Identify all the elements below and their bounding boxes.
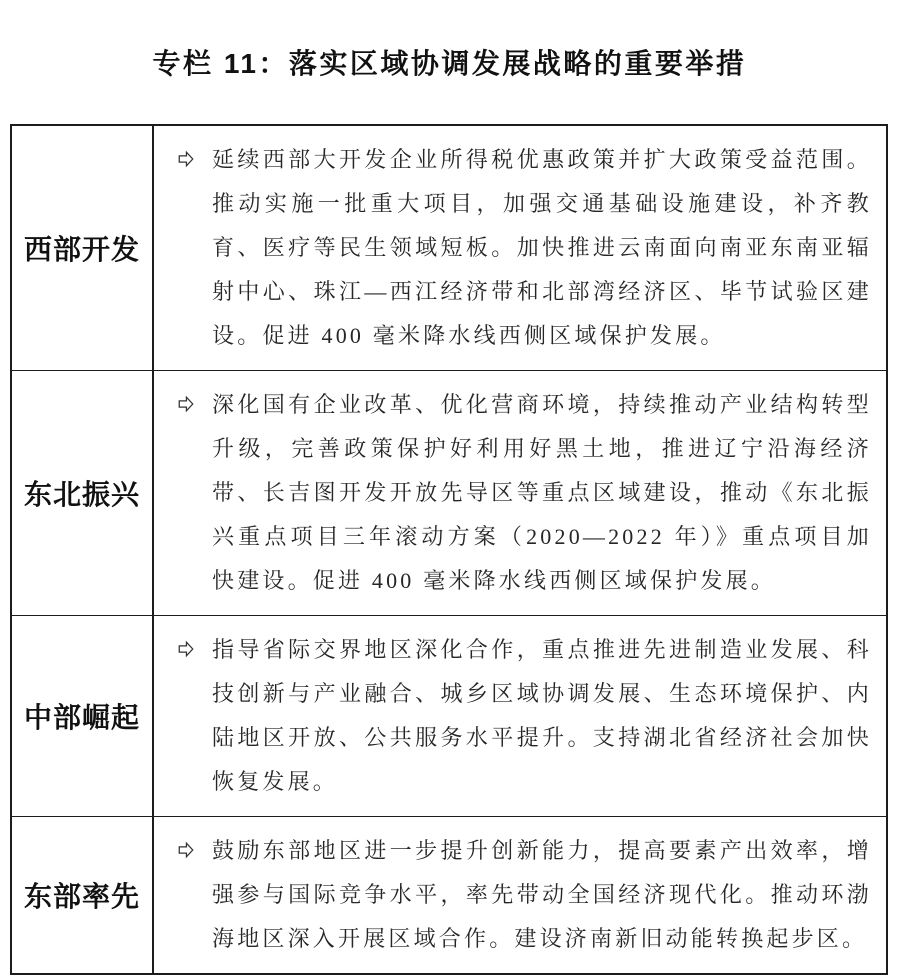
page-title: 专栏 11：落实区域协调发展战略的重要举措 bbox=[152, 48, 747, 79]
row-content bbox=[154, 371, 886, 615]
rightwards-white-arrow-icon bbox=[154, 383, 212, 414]
row-content bbox=[154, 817, 886, 973]
table-row bbox=[12, 816, 886, 973]
rightwards-white-arrow-icon bbox=[154, 829, 212, 860]
row-label-xibu-kaifa: 西部开发 bbox=[12, 126, 154, 370]
measures-table bbox=[10, 124, 888, 975]
row-label-dongbei-zhenxing: 东北振兴 bbox=[12, 371, 154, 615]
row-text: 鼓励东部地区进一步提升创新能力，提高要素产出效率，增强参与国际竞争水平，率先带动全国经济现代化。推动环渤海地区深入开展区域合作。建设济南新旧动能转换起步区。 bbox=[212, 838, 872, 951]
row-label-dongbu-shuaixian: 东部率先 bbox=[12, 817, 154, 973]
row-content bbox=[154, 126, 886, 370]
row-text: 延续西部大开发企业所得税优惠政策并扩大政策受益范围。推动实施一批重大项目，加强交通基础设施建设，补齐教育、医疗等民生领域短板。加快推进云南面向南亚东南亚辐射中心、珠江—西江经济带和北部湾经济区、毕节试验区建设。促进 400 毫米降水线西侧区域保护发展。 bbox=[212, 147, 872, 348]
table-row bbox=[12, 126, 886, 370]
row-label-zhongbu-jueqi: 中部崛起 bbox=[12, 616, 154, 816]
row-text: 深化国有企业改革、优化营商环境，持续推动产业结构转型升级，完善政策保护好利用好黑土地，推进辽宁沿海经济带、长吉图开发开放先导区等重点区域建设，推动《东北振兴重点项目三年滚动方案（2020—2022 年）》重点项目加快建设。促进 400 毫米降水线西侧区域保护发展。 bbox=[212, 392, 872, 593]
row-text: 指导省际交界地区深化合作，重点推进先进制造业发展、科技创新与产业融合、城乡区域协调发展、生态环境保护、内陆地区开放、公共服务水平提升。支持湖北省经济社会加快恢复发展。 bbox=[212, 637, 872, 794]
table-row bbox=[12, 370, 886, 615]
rightwards-white-arrow-icon bbox=[154, 138, 212, 169]
rightwards-white-arrow-icon bbox=[154, 628, 212, 659]
row-content bbox=[154, 616, 886, 816]
table-row bbox=[12, 615, 886, 816]
